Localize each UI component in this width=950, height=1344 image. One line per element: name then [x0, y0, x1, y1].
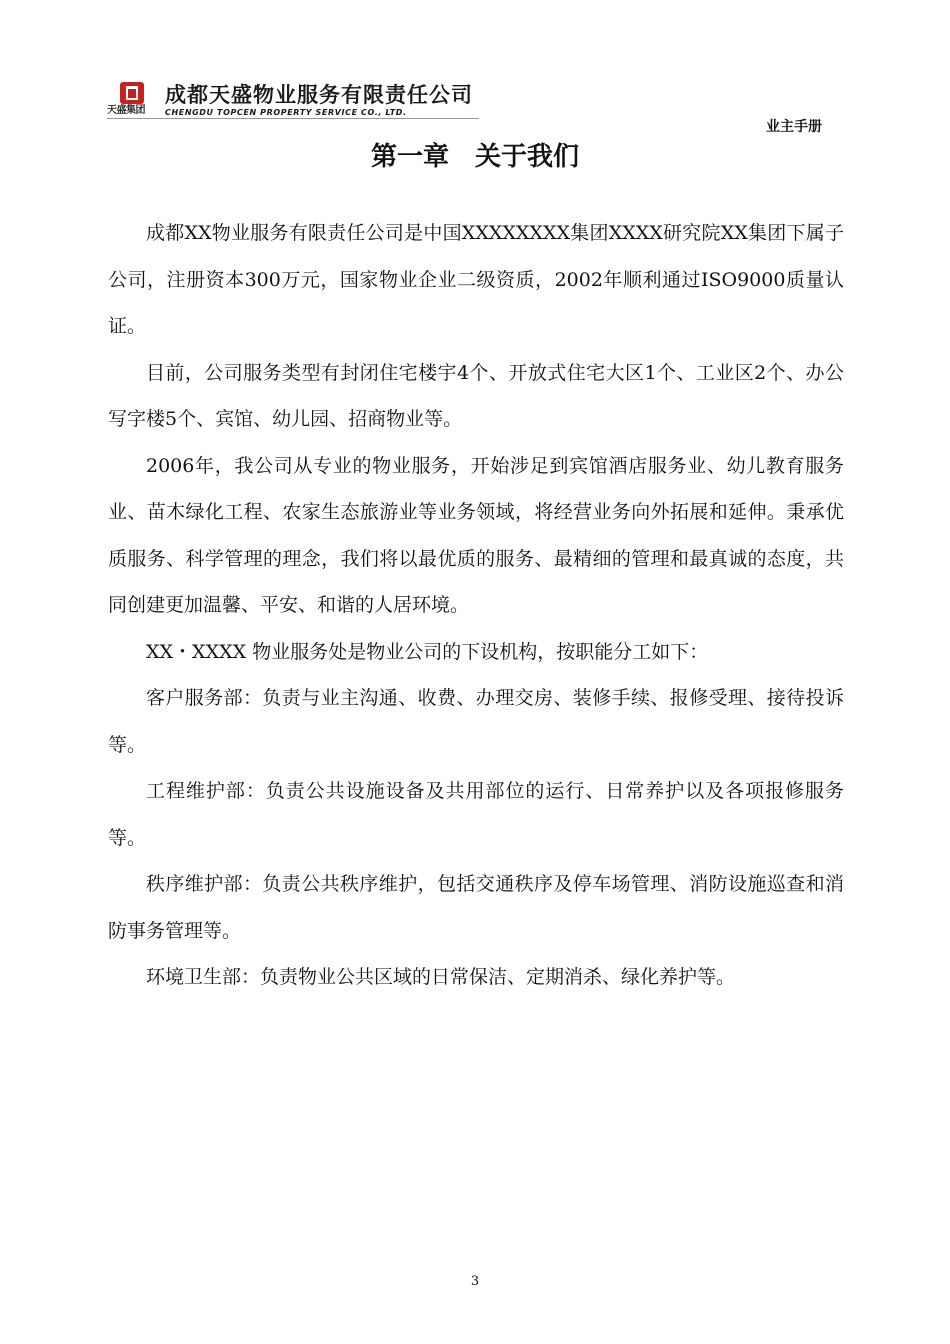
chapter-title: 第一章 关于我们 — [370, 142, 579, 172]
paragraph-expansion: 2006年，我公司从专业的物业服务，开始涉足到宾馆酒店服务业、幼儿教育服务业、苗木绿化工程、农家生态旅游业等业务领域，将经营业务向外拓展和延伸。秉承优质服务、科学管理的理念，我们将以最优质的服务、最精细的管理和最真诚的态度，共同创建更加温馨、平安、和谐的人居环境。 — [108, 454, 844, 616]
paragraph-customer-service: 客户服务部：负责与业主沟通、收费、办理交房、装修手续、报修受理、接待投诉等。 — [108, 687, 844, 756]
page-number: 3 — [470, 1274, 480, 1289]
emblem-label: 天盛集团 — [107, 105, 145, 116]
emblem-icon — [120, 82, 144, 104]
company-logo-header — [107, 81, 479, 119]
manual-label: 业主手册 — [766, 119, 822, 135]
emblem-glyph-icon — [126, 86, 138, 100]
company-name-cn: 成都天盛物业服务有限责任公司 — [165, 83, 473, 107]
paragraph-engineering: 工程维护部：负责公共设施设备及共用部位的运行、日常养护以及各项报修服务等。 — [108, 780, 844, 849]
paragraph-sanitation: 环境卫生部：负责物业公共区域的日常保洁、定期消杀、绿化养护等。 — [146, 966, 736, 988]
company-name-en: CHENGDU TOPCEN PROPERTY SERVICE CO., LTD. — [165, 108, 407, 117]
paragraph-structure: XX・XXXX 物业服务处是物业公司的下设机构，按职能分工如下： — [146, 640, 709, 663]
group-emblem — [107, 81, 157, 119]
paragraph-intro: 成都XX物业服务有限责任公司是中国XXXXXXXX集团XXXX研究院XX集团下属子公司，注册资本300万元，国家物业企业二级资质，2002年顺利通过ISO9000质量认证。 — [108, 222, 844, 337]
paragraph-service-types: 目前，公司服务类型有封闭住宅楼宇4个、开放式住宅大区1个、工业区2个、办公写字楼5个、宾馆、幼儿园、招商物业等。 — [108, 361, 844, 430]
body-text — [108, 210, 844, 1001]
header-divider — [107, 118, 479, 119]
paragraph-security: 秩序维护部：负责公共秩序维护，包括交通秩序及停车场管理、消防设施巡查和消防事务管理等。 — [108, 873, 844, 942]
